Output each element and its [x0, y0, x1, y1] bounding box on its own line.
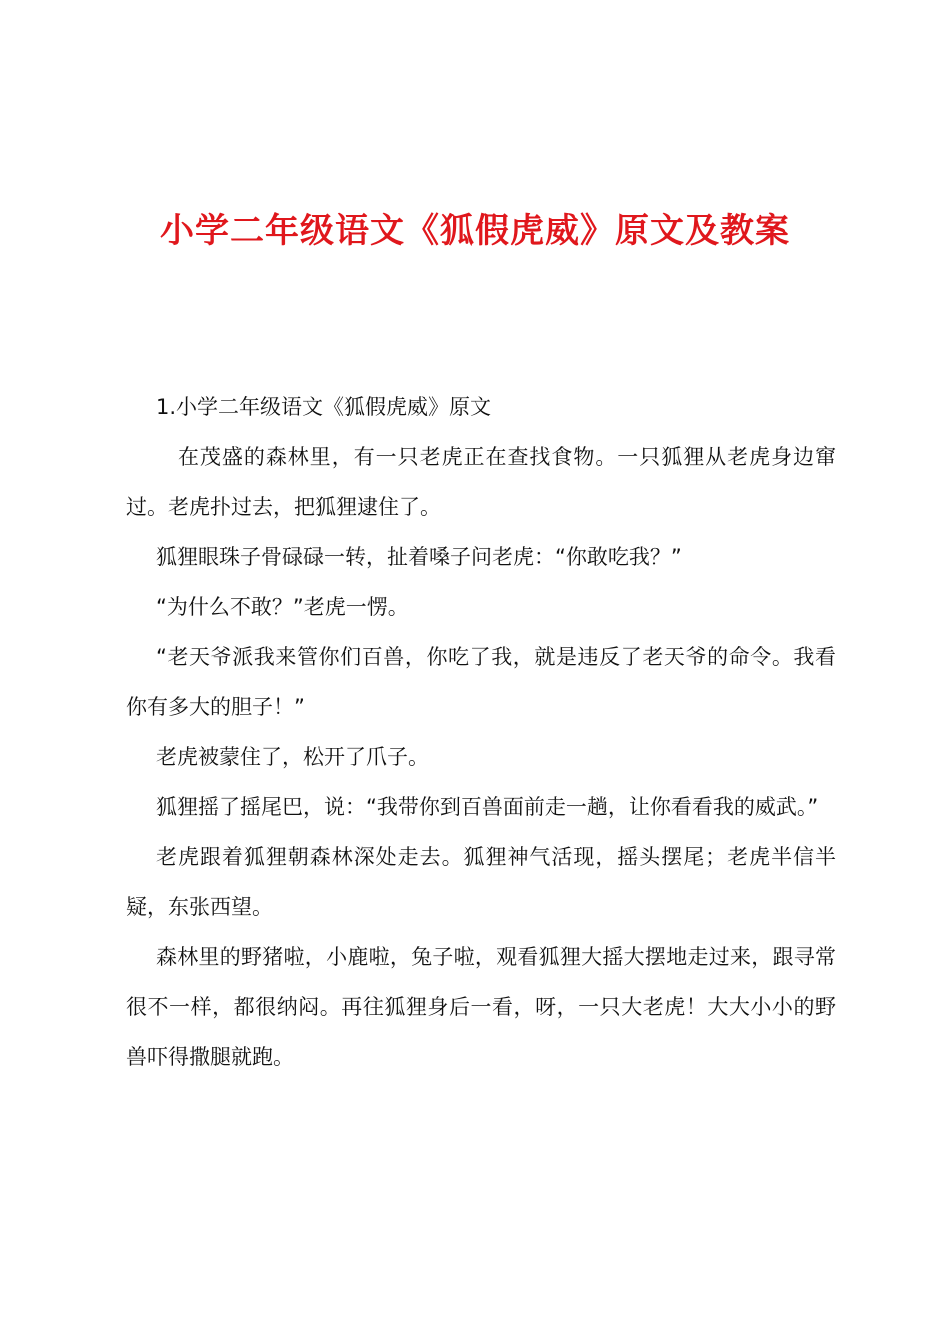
paragraph: 狐狸摇了摇尾巴，说：“我带你到百兽面前走一趟，让你看看我的威武。”: [156, 795, 819, 819]
paragraph: “为什么不敢？”老虎一愣。: [156, 595, 409, 619]
section-heading: 1.小学二年级语文《狐假虎威》原文: [156, 395, 492, 419]
paragraph: 老虎被蒙住了，松开了爪子。: [156, 745, 429, 769]
paragraph: 老虎跟着狐狸朝森林深处走去。狐狸神气活现，摇头摆尾；老虎半信半疑，东张西望。: [126, 845, 836, 919]
document-title: 小学二年级语文《狐假虎威》原文及教案: [160, 211, 790, 251]
paragraph: 在茂盛的森林里，有一只老虎正在查找食物。一只狐狸从老虎身边窜过。老虎扑过去，把狐狸逮住了。: [126, 445, 836, 519]
document-body: [126, 382, 836, 1082]
paragraph: “老天爷派我来管你们百兽，你吃了我，就是违反了老天爷的命令。我看你有多大的胆子！”: [126, 645, 836, 719]
paragraph: 森林里的野猪啦，小鹿啦，兔子啦，观看狐狸大摇大摆地走过来，跟寻常很不一样，都很纳闷。再往狐狸身后一看，呀，一只大老虎！大大小小的野兽吓得撒腿就跑。: [126, 945, 836, 1069]
paragraph: 狐狸眼珠子骨碌碌一转，扯着嗓子问老虎：“你敢吃我？”: [156, 545, 682, 569]
